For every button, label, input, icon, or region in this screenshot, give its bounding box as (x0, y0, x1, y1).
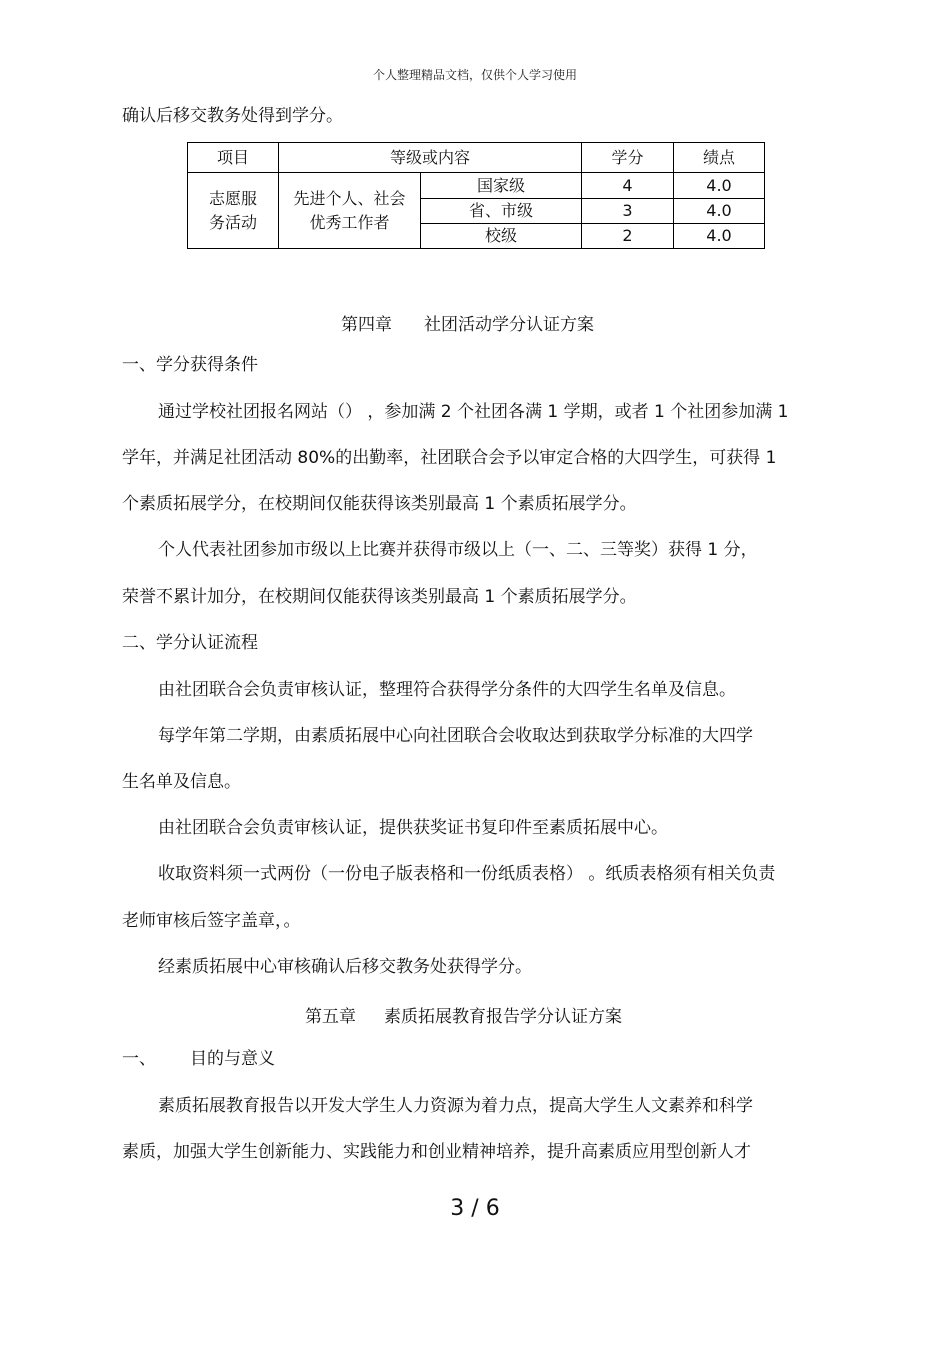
gpa-cell: 4.0 (674, 199, 765, 224)
item-name-cell (188, 173, 279, 249)
chapter4-p4-line2: 生名单及信息。 (122, 772, 241, 792)
chapter4-number: 第四章 (341, 315, 392, 335)
chapter5-section1-title: 目的与意义 (190, 1049, 275, 1069)
chapter4-heading (341, 310, 594, 335)
header-level: 等级或内容 (279, 143, 582, 173)
table-header-row (188, 143, 765, 173)
gpa-cell: 4.0 (674, 173, 765, 199)
credit-table (187, 142, 765, 249)
page-number: 3 / 6 (450, 1196, 500, 1221)
header-item: 项目 (188, 143, 279, 173)
item-name-line2: 务活动 (208, 212, 257, 232)
chapter4-p1-line2: 学年，并满足社团活动 80%的出勤率，社团联合会予以审定合格的大四学生，可获得 1 (122, 448, 777, 468)
table-row (188, 173, 765, 199)
chapter4-p3: 由社团联合会负责审核认证，整理符合获得学分条件的大四学生名单及信息。 (158, 680, 736, 700)
gpa-cell: 4.0 (674, 224, 765, 249)
chapter4-p2-line2: 荣誉不累计加分，在校期间仅能获得该类别最高 1 个素质拓展学分。 (122, 587, 637, 607)
page-header: 个人整理精品文档，仅供个人学习使用 (372, 68, 577, 82)
item-name-line1: 志愿服 (208, 188, 257, 208)
chapter4-section1: 一、学分获得条件 (122, 355, 258, 375)
chapter4-p6-line1: 收取资料须一式两份（一份电子版表格和一份纸质表格） 。纸质表格须有相关负责 (158, 864, 776, 884)
level-cell: 国家级 (421, 173, 582, 199)
chapter4-p2-line1: 个人代表社团参加市级以上比赛并获得市级以上（一、二、三等奖）获得 1 分， (158, 540, 758, 560)
chapter5-heading (305, 1002, 622, 1027)
chapter5-p1-line2: 素质，加强大学生创新能力、实践能力和创业精神培养，提升高素质应用型创新人才 (122, 1142, 751, 1162)
chapter4-p4-line1: 每学年第二学期，由素质拓展中心向社团联合会收取达到获取学分标准的大四学 (158, 726, 753, 746)
level-cell: 校级 (421, 224, 582, 249)
credit-cell: 3 (582, 199, 674, 224)
credit-cell: 4 (582, 173, 674, 199)
chapter4-p5: 由社团联合会负责审核认证，提供获奖证书复印件至素质拓展中心。 (158, 818, 668, 838)
header-credit: 学分 (582, 143, 674, 173)
intro-line: 确认后移交教务处得到学分。 (122, 106, 343, 126)
level-cell: 省、市级 (421, 199, 582, 224)
content-line2: 优秀工作者 (309, 212, 390, 232)
chapter4-title: 社团活动学分认证方案 (424, 315, 594, 335)
chapter5-title: 素质拓展教育报告学分认证方案 (384, 1007, 622, 1027)
chapter5-number: 第五章 (305, 1007, 356, 1027)
chapter5-p1-line1: 素质拓展教育报告以开发大学生人力资源为着力点，提高大学生人文素养和科学 (158, 1096, 753, 1116)
chapter4-p1-line1: 通过学校社团报名网站（） ，参加满 2 个社团各满 1 学期，或者 1 个社团参加满 1 (158, 402, 789, 422)
chapter4-section2: 二、学分认证流程 (122, 633, 258, 653)
chapter5-section1-num: 一、 (122, 1049, 156, 1069)
chapter4-p1-line3: 个素质拓展学分，在校期间仅能获得该类别最高 1 个素质拓展学分。 (122, 494, 637, 514)
header-gpa: 绩点 (674, 143, 765, 173)
chapter5-section1 (122, 1049, 275, 1069)
content-cell (279, 173, 421, 249)
chapter4-p6-line2: 老师审核后签字盖章，。 (122, 911, 301, 931)
credit-cell: 2 (582, 224, 674, 249)
chapter4-p7: 经素质拓展中心审核确认后移交教务处获得学分。 (158, 957, 532, 977)
content-line1: 先进个人、社会 (293, 188, 406, 208)
